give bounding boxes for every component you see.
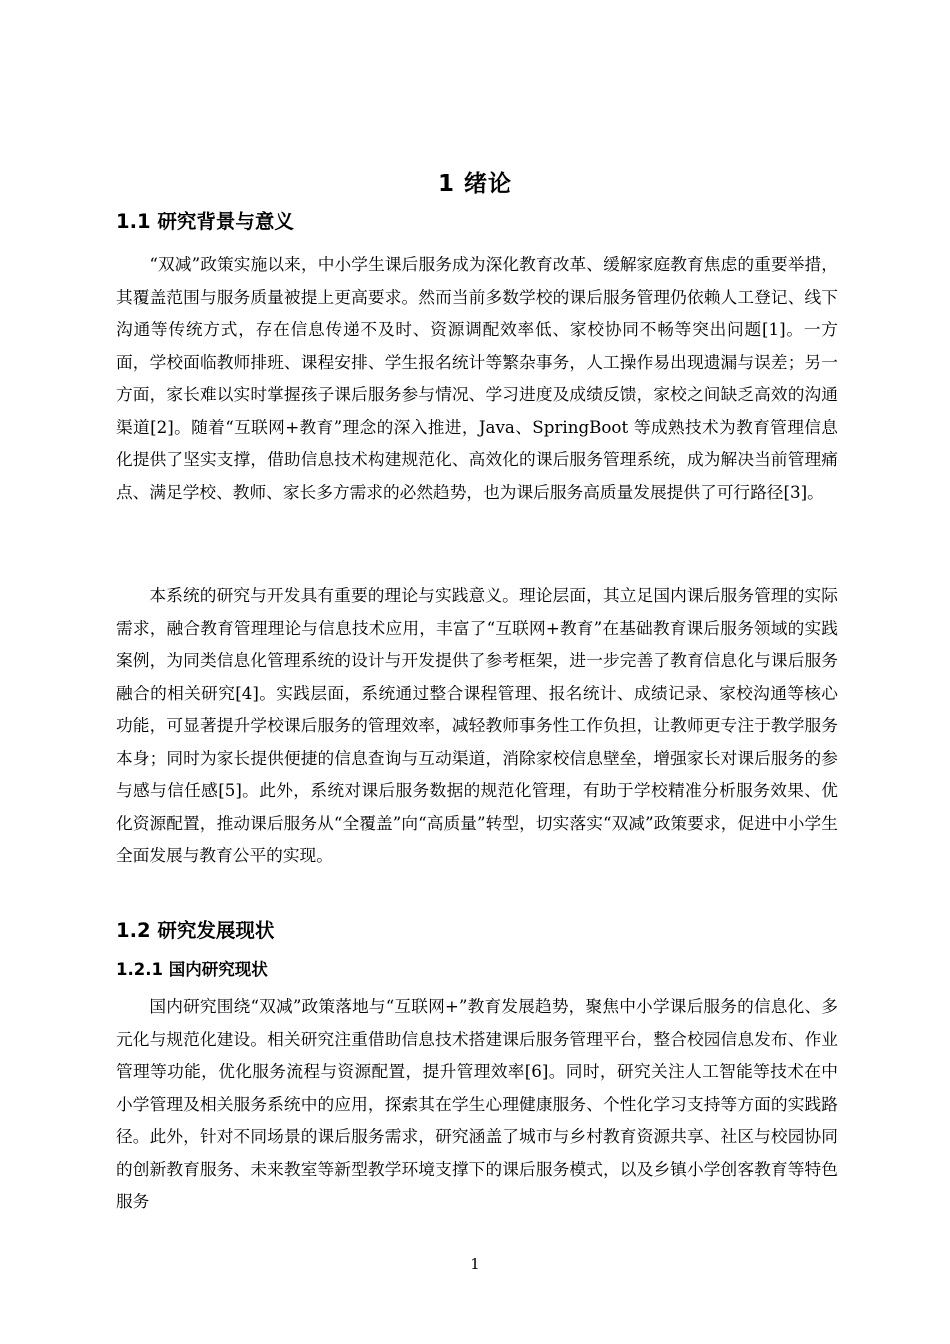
paragraph-1-1-b: 本系统的研究与开发具有重要的理论与实践意义。理论层面，其立足国内课后服务管理的实际需求，融合教育管理理论与信息技术应用，丰富了“互联网+教育”在基础教育课后服务领域的实践案例，为同类信息化管理系统的设计与开发提供了参考框架，进一步完善了教育信息化与课后服务融合的相关研究[4]。实践层面，系统通过整合课程管理、报名统计、成绩记录、家校沟通等核心功能，可显著提升学校课后服务的管理效率，减轻教师事务性工作负担，让教师更专注于教学服务本身；同时为家长提供便捷的信息查询与互动渠道，消除家校信息壁垒，增强家长对课后服务的参与感与信任感[5]。此外，系统对课后服务数据的规范化管理，有助于学校精准分析服务效果、优化资源配置，推动课后服务从“全覆盖”向“高质量”转型，切实落实“双减”政策要求，促进中小学生全面发展与教育公平的实现。 [116, 585, 838, 865]
page-number: 1 [470, 1255, 480, 1273]
section-heading-1-1: 1.1 研究背景与意义 [116, 210, 294, 233]
subsection-heading-1-2-1: 1.2.1 国内研究现状 [116, 960, 268, 979]
section-heading-1-2: 1.2 研究发展现状 [116, 919, 275, 942]
chapter-title: 1 绪论 [437, 171, 512, 197]
paragraph-1-2-1-a: 国内研究围绕“双减”政策落地与“互联网+”教育发展趋势，聚焦中小学课后服务的信息化、多元化与规范化建设。相关研究注重借助信息技术搭建课后服务管理平台，整合校园信息发布、作业管理等功能，优化服务流程与资源配置，提升管理效率[6]。同时，研究关注人工智能等技术在中小学管理及相关服务系统中的应用，探索其在学生心理健康服务、个性化学习支持等方面的实践路径。此外，针对不同场景的课后服务需求，研究涵盖了城市与乡村教育资源共享、社区与校园协同的创新教育服务、未来教室等新型教学环境支撑下的课后服务模式，以及乡镇小学创客教育等特色服务 [116, 996, 838, 1211]
paragraph-1-1-a: “双减”政策实施以来，中小学生课后服务成为深化教育改革、缓解家庭教育焦虑的重要举措，其覆盖范围与服务质量被提上更高要求。然而当前多数学校的课后服务管理仍依赖人工登记、线下沟通等传统方式，存在信息传递不及时、资源调配效率低、家校协同不畅等突出问题[1]。一方面，学校面临教师排班、课程安排、学生报名统计等繁杂事务，人工操作易出现遗漏与误差；另一方面，家长难以实时掌握孩子课后服务参与情况、学习进度及成绩反馈，家校之间缺乏高效的沟通渠道[2]。随着“互联网+教育”理念的深入推进，Java、SpringBoot 等成熟技术为教育管理信息化提供了坚实支撑，借助信息技术构建规范化、高效化的课后服务管理系统，成为解决当前管理痛点、满足学校、教师、家长多方需求的必然趋势，也为课后服务高质量发展提供了可行路径[3]。 [116, 254, 838, 502]
